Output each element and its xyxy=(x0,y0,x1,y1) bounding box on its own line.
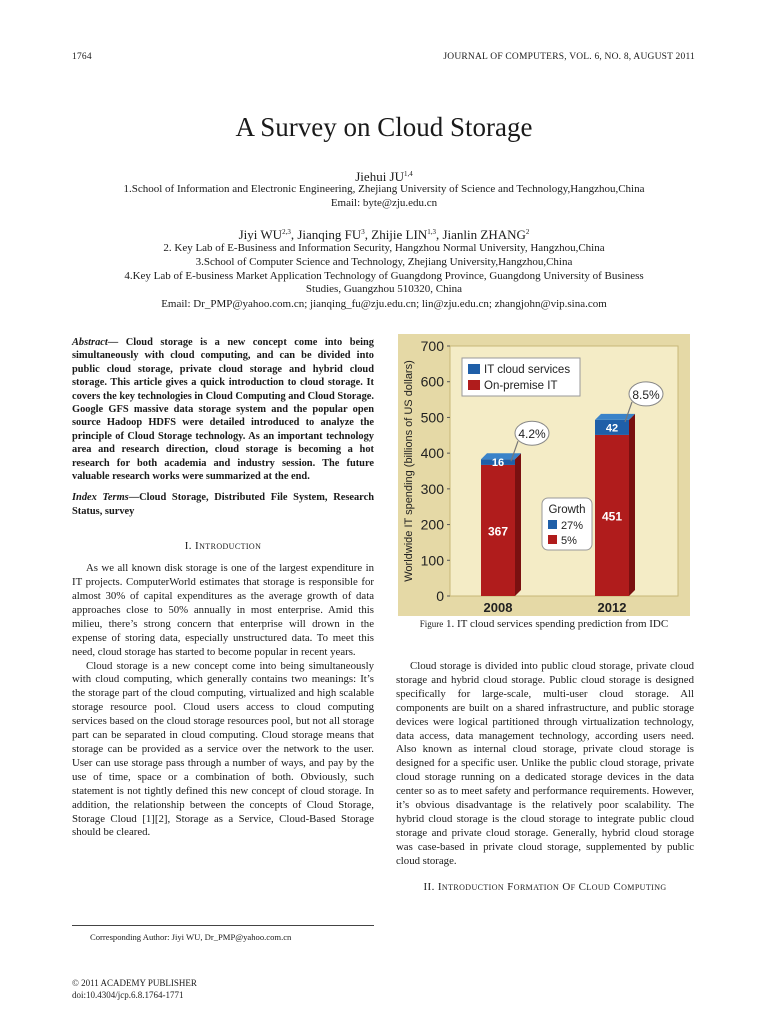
legend-swatch-onpremise xyxy=(468,380,480,390)
y-tick-label: 600 xyxy=(420,373,444,390)
affiliation-2: 2. Key Lab of E-Business and Information Security, Hangzhou Normal University, Hangzhou,China xyxy=(163,242,605,254)
y-tick-label: 300 xyxy=(420,480,444,497)
bar-side-2012 xyxy=(629,414,635,596)
growth-label-cloud: 27% xyxy=(561,520,584,532)
affiliation-4-cont: Studies, Guangzhou 510320, China xyxy=(305,283,463,295)
section-heading-introduction: I. Introduction xyxy=(184,540,262,553)
share-label-2008: 4.2% xyxy=(518,427,546,442)
storage-types-paragraph: Cloud storage is divided into public cloud storage, private cloud storage and hybrid cloud storage. Public cloud storage is designed specifically for large-scale, multi-user cloud storage. All components are built on a shared infrastructure, and public storage devices were logical partitioned through virtualization technology, data access, data management technology, according users need. Also known as internal cloud storage, private cloud storage is designed for a specific user. Unlike the public cloud storage, private cloud storage running on a dedicated storage devices in the data center so as to meet safety and performance requirements. However, it’s obvious disadvantage is the relatively poor scalability. The hybrid cloud storage is the cloud storage to integrate public cloud storage and private cloud storage. Generally, hybrid cloud storage was case-based in private cloud storage, supplemented by public cloud storage. xyxy=(396,660,694,867)
first-author: Jiehui JU$^{1,4}$ xyxy=(355,169,413,184)
growth-label-onpremise: 5% xyxy=(561,535,577,547)
data-label-onpremise-2008: 367 xyxy=(487,524,509,539)
journal-header: JOURNAL OF COMPUTERS, VOL. 6, NO. 8, AUGUST 2011 xyxy=(443,52,695,62)
data-label-cloud-2012: 42 xyxy=(605,422,619,435)
growth-legend-title: Growth xyxy=(548,504,586,516)
left-column xyxy=(72,336,374,840)
y-tick-label: 700 xyxy=(420,338,444,354)
bar-side-2008 xyxy=(515,453,521,596)
affiliation-3: 3.School of Computer Science and Technology, Zhejiang University,Hangzhou,China xyxy=(195,256,573,268)
bar-chart xyxy=(398,334,690,616)
y-tick-label: 200 xyxy=(420,516,444,533)
copyright: © 2011 ACADEMY PUBLISHER xyxy=(72,978,197,988)
growth-swatch-onpremise xyxy=(548,535,557,544)
section-heading-formation: II. Introduction Formation Of Cloud Computing xyxy=(423,880,667,893)
email-2: Email: Dr_PMP@yahoo.com.cn; jianqing_fu@zju.edu.cn; lin@zju.edu.cn; zhangjohn@vip.sina.com xyxy=(161,298,607,310)
affiliation-4: 4.Key Lab of E-business Market Application Technology of Guangdong Province, Guangdong University of Business xyxy=(124,270,644,282)
abstract: Abstract— Cloud storage is a new concept come into being simultaneously with cloud computing, and can be divided into public cloud storage, private cloud storage and hybrid cloud storage. This article gives a quick introduction to cloud storage. It covers the key technologies in Cloud Computing and Cloud Storage. Google GFS massive data storage system and the popular open source Hadoop HDFS were detailed introduced to analyze the principle of Cloud Storage technology. As an important technology area and research direction, cloud storage is becoming a hot research for both academia and industry session. The future valuable research works were summarized at the end. xyxy=(72,337,374,483)
footnote-rule xyxy=(72,925,374,926)
doi: doi:10.4304/jcp.6.8.1764-1771 xyxy=(72,990,184,1000)
page-number: 1764 xyxy=(72,52,92,62)
corresponding-author: Corresponding Author: Jiyi WU, Dr_PMP@yahoo.com.cn xyxy=(90,932,292,942)
email-1: Email: byte@zju.edu.cn xyxy=(330,197,438,209)
x-tick-label-2008: 2008 xyxy=(483,600,513,615)
right-column xyxy=(396,660,694,895)
affiliation-1: 1.School of Information and Electronic Engineering, Zhejiang University of Science and Technology,Hangzhou,China xyxy=(123,183,645,195)
legend-label-onpremise: On-premise IT xyxy=(484,380,558,392)
paper-title: A Survey on Cloud Storage xyxy=(235,112,533,142)
co-authors: Jiyi WU$^{2,3}$, Jianqing $FU^3$, Zhijie LIN$^{1,3}$, Jianlin ZHANG$^2$ xyxy=(238,227,530,242)
y-tick-label: 500 xyxy=(420,409,444,426)
figure-caption: Figure 1. IT cloud services spending prediction from IDC xyxy=(419,618,669,630)
data-label-cloud-2008: 16 xyxy=(491,457,505,470)
legend-swatch-cloud xyxy=(468,364,480,374)
y-axis-label: Worldwide IT spending (billions of US dollars) xyxy=(403,360,415,582)
index-terms: Index Terms—Cloud Storage, Distributed File System, Research Status, survey xyxy=(72,492,374,517)
share-label-2012: 8.5% xyxy=(632,387,660,402)
x-tick-label-2012: 2012 xyxy=(597,600,627,615)
intro-paragraph-2: Cloud storage is a new concept come into being simultaneously with cloud computing, which generally contains two meanings: It’s the storage part of the cloud computing, virtualized and high scalable storage resource pool. Cloud users access to cloud computing services based on the cloud storage resources pool, but not all storage part can be separated in cloud computing. Cloud storage means that storage can be provided as a service over the network to the user. User can use storage pass through a number of ways, and pay by the use of time, space or a combination of both. Obviously, such statement is not tightly defined this new concept of cloud storage. In addition, the relationship between the concepts of Cloud Storage, Storage Cloud [1][2], Storage as a Service, Cloud-Based Storage should be cleared. xyxy=(72,659,374,839)
figure-chart xyxy=(398,334,690,616)
data-label-onpremise-2012: 451 xyxy=(601,509,623,524)
y-tick-label: 0 xyxy=(436,588,444,604)
legend-label-cloud: IT cloud services xyxy=(484,364,571,376)
growth-swatch-cloud xyxy=(548,520,557,529)
y-tick-label: 100 xyxy=(420,552,444,569)
bar-top-2012 xyxy=(595,414,635,420)
y-tick-label: 400 xyxy=(420,445,444,462)
intro-paragraph-1: As we all known disk storage is one of the largest expenditure in IT projects. ComputerWorld estimates that storage is responsible for almost 30% of capital expenditures as the average growth of data approaches close to 50% annually in most enterprise. Amid this milieu, there’s strong concern that enterprise will drown in the expense of storing data, especially unstructured data. To meet this need, cloud storage has started to become popular in recent years. xyxy=(72,562,374,658)
